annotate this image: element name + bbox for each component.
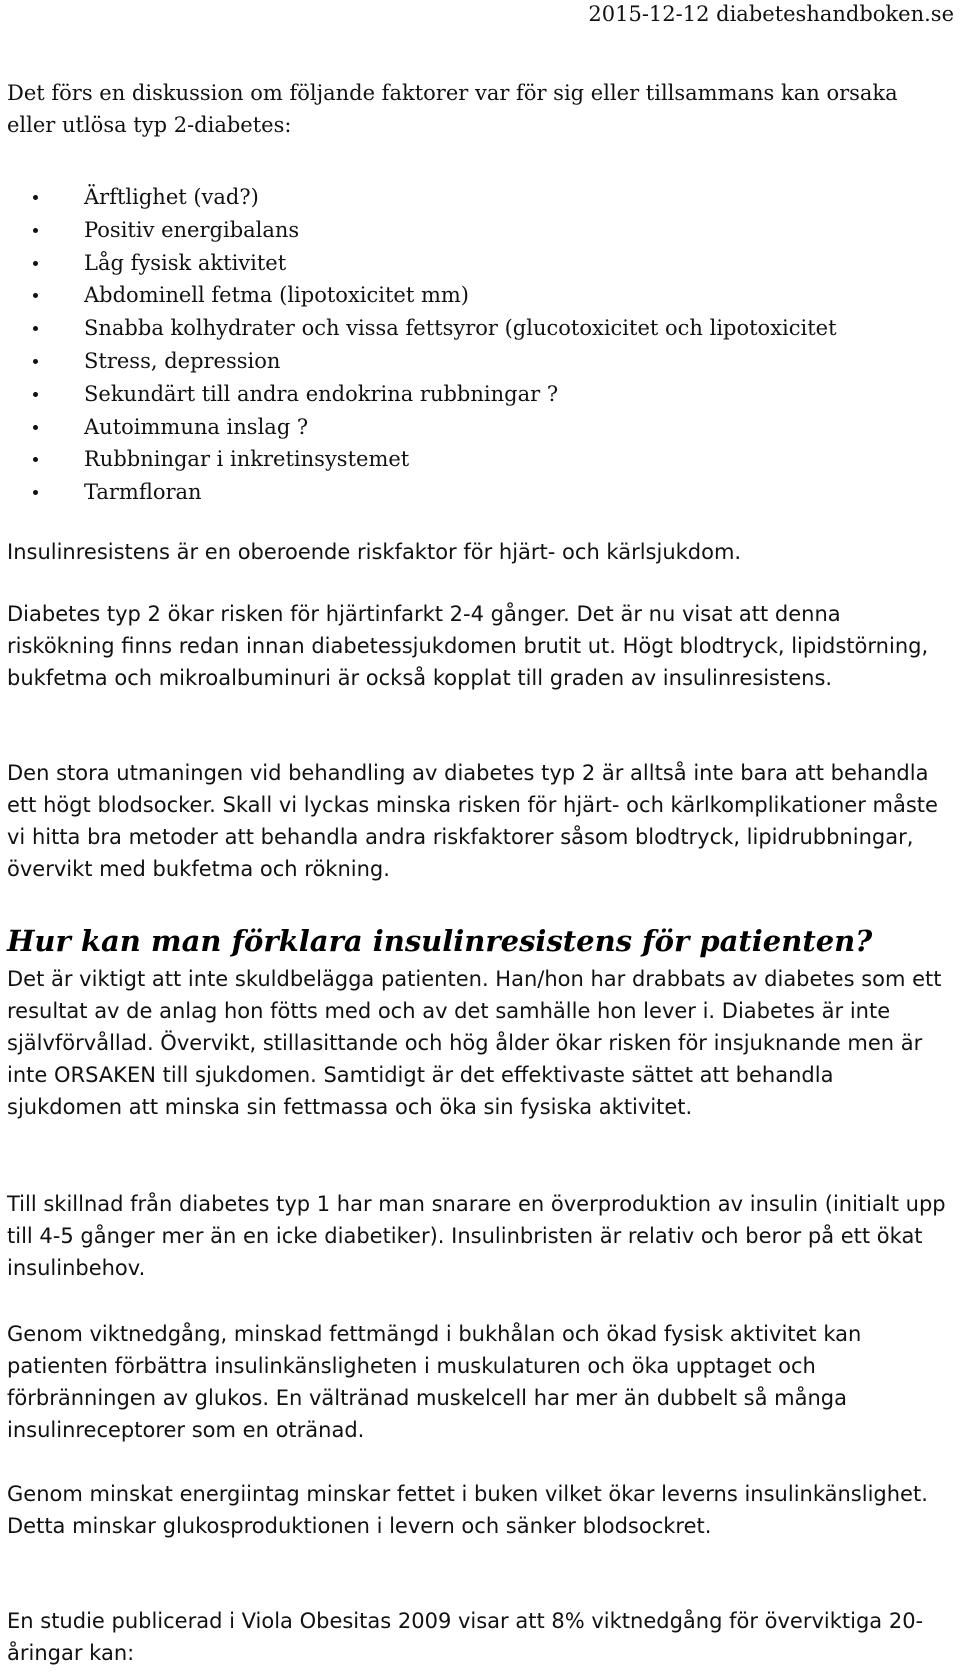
bullet-icon (33, 392, 38, 397)
bullet-icon (33, 359, 38, 364)
list-item (0, 247, 837, 280)
bullet-icon (33, 425, 38, 430)
list-item (0, 378, 837, 411)
list-item-text: Autoimmuna inslag ? (84, 414, 309, 439)
list-item-text: Rubbningar i inkretinsystemet (84, 447, 410, 472)
section-heading: Hur kan man förklara insulinresistens för patienten? (7, 924, 873, 958)
list-item (0, 214, 837, 247)
list-item-text: Sekundärt till andra endokrina rubbningar ? (84, 381, 559, 406)
list-item (0, 279, 837, 312)
paragraph-patient-explanation: Det är viktigt att inte skuldbelägga patienten. Han/hon har drabbats av diabetes som ett resultat av de anlag hon fötts med och av det samhälle hon lever i. Diabetes är inte självförvållad. Övervikt, stillasittande och hög ålder ökar risken för insjuknande men är inte ORSAKEN till sjukdomen. Samtidigt är det effektivaste sättet att behandla sjukdomen att minska sin fettmassa och öka sin fysiska aktivitet. (7, 967, 942, 1119)
list-item-text: Tarmfloran (84, 480, 202, 505)
list-item (0, 443, 837, 476)
bullet-icon (33, 457, 38, 462)
list-item (0, 181, 837, 214)
bullet-icon (33, 195, 38, 200)
page-header: 2015-12-12 diabeteshandboken.se (588, 2, 954, 26)
paragraph-treatment-challenge: Den stora utmaningen vid behandling av diabetes typ 2 är alltså inte bara att behandla ett högt blodsocker. Skall vi lyckas minska risken för hjärt- och kärlkomplikationer måste vi hitta bra metoder att behandla andra riskfaktorer såsom blodtryck, lipidrubbningar, övervikt med bukfetma och rökning. (7, 761, 938, 881)
bullet-icon (33, 261, 38, 266)
list-item (0, 312, 837, 345)
paragraph-heart-risk: Diabetes typ 2 ökar risken för hjärtinfarkt 2-4 gånger. Det är nu visat att denna riskökning finns redan innan diabetessjukdomen brutit ut. Högt blodtryck, lipidstörning, bukfetma och mikroalbuminuri är också kopplat till graden av insulinresistens. (7, 602, 929, 690)
bullet-icon (33, 228, 38, 233)
intro-paragraph: Det förs en diskussion om följande faktorer var för sig eller tillsammans kan orsaka eller utlösa typ 2-diabetes: (7, 81, 898, 137)
risk-factor-list (0, 181, 837, 509)
list-item-text: Låg fysisk aktivitet (84, 250, 287, 275)
paragraph-energy-intake: Genom minskat energiintag minskar fettet i buken vilket ökar leverns insulinkänslighet. Detta minskar glukosproduktionen i levern och sänker blodsockret. (7, 1482, 928, 1538)
paragraph-weight-loss: Genom viktnedgång, minskad fettmängd i bukhålan och ökad fysisk aktivitet kan patienten förbättra insulinkänsligheten i muskulaturen och öka upptaget och förbränningen av glukos. En vältränad muskelcell har mer än dubbelt så många insulinreceptorer som en otränad. (7, 1322, 862, 1442)
paragraph-insulin-resistance: Insulinresistens är en oberoende riskfaktor för hjärt- och kärlsjukdom. (7, 540, 742, 564)
list-item-text: Positiv energibalans (84, 217, 300, 242)
bullet-icon (33, 326, 38, 331)
paragraph-type1-difference: Till skillnad från diabetes typ 1 har man snarare en överproduktion av insulin (initialt upp till 4-5 gånger mer än en icke diabetiker). Insulinbristen är relativ och beror på ett ökat insulinbehov. (7, 1192, 946, 1280)
bullet-icon (33, 490, 38, 495)
list-item-text: Ärftlighet (vad?) (84, 185, 259, 209)
list-item (0, 345, 837, 378)
list-item-text: Abdominell fetma (lipotoxicitet mm) (84, 283, 469, 308)
list-item (0, 411, 837, 444)
paragraph-study: En studie publicerad i Viola Obesitas 2009 visar att 8% viktnedgång för överviktiga 20-åringar kan: (7, 1609, 924, 1665)
list-item (0, 476, 837, 509)
bullet-icon (33, 293, 38, 298)
list-item-text: Snabba kolhydrater och vissa fettsyror (glucotoxicitet och lipotoxicitet (84, 316, 837, 341)
list-item-text: Stress, depression (84, 348, 281, 373)
